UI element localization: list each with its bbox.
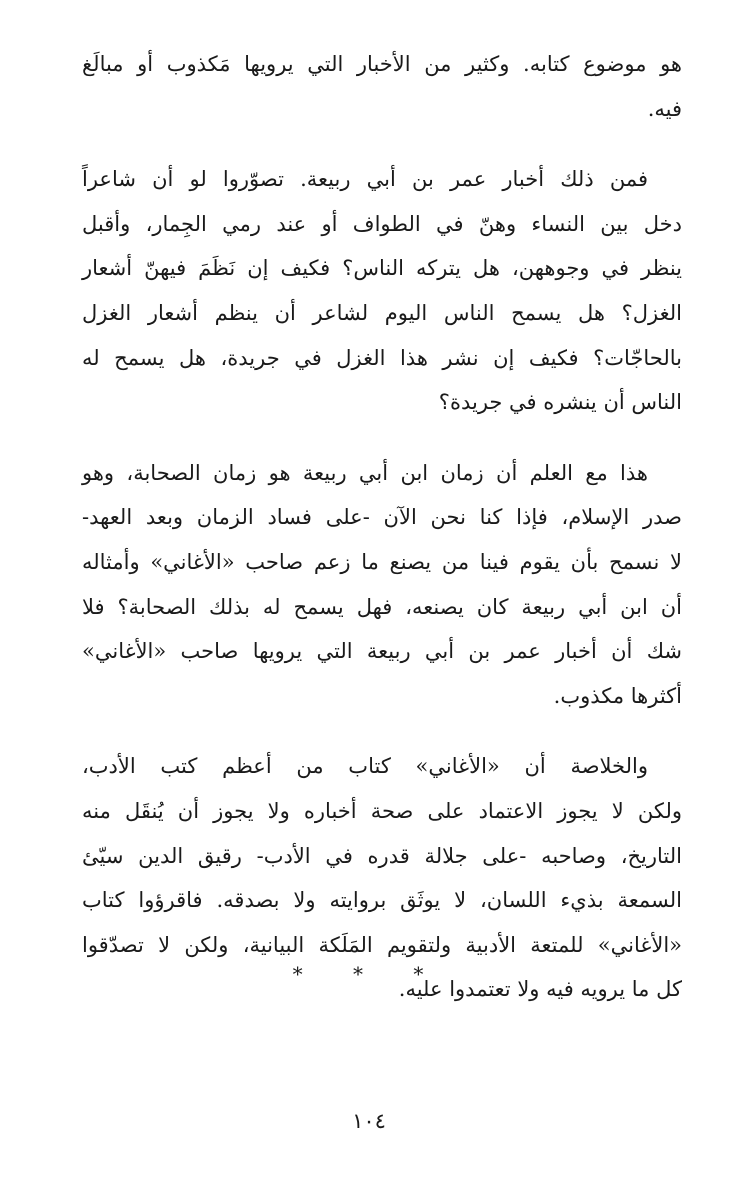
text-line: أكثرها مكذوب. xyxy=(553,683,682,708)
text-line: دخل بين النساء وهنّ في الطواف أو عند رمي الجِمار، وأقبل xyxy=(82,211,682,236)
text-line: بالحاجّات؟ فكيف إن نشر هذا الغزل في جريدة، هل يسمح له xyxy=(82,345,682,370)
text-line: ولكن لا يجوز الاعتماد على صحة أخباره ولا يجوز أن يُنقَل منه xyxy=(82,798,682,823)
page-body xyxy=(82,42,682,1038)
text-line: صدر الإسلام، فإذا كنا نحن الآن -على فساد الزمان وبعد العهد- xyxy=(82,505,682,530)
paragraph-1 xyxy=(82,42,682,131)
paragraph-3 xyxy=(82,451,682,719)
text-line: أن ابن أبي ربيعة كان يصنعه، فهل يسمح له بذلك الصحابة؟ فلا xyxy=(82,594,682,619)
page-number: ١٠٤ xyxy=(352,1109,386,1133)
text-line: والخلاصة أن «الأغاني» كتاب من أعظم كتب الأدب، xyxy=(82,754,648,779)
text-line: هو موضوع كتابه. وكثير من الأخبار التي يرويها مَكذوب أو مبالَغ xyxy=(82,52,682,76)
text-line: فيه. xyxy=(647,96,682,121)
text-line: الناس أن ينشره في جريدة؟ xyxy=(438,390,682,415)
text-line: شك أن أخبار عمر بن أبي ربيعة التي يرويها صاحب «الأغاني» xyxy=(82,639,682,664)
text-line: الغزل؟ هل يسمح الناس اليوم لشاعر أن ينظم أشعار الغزل xyxy=(82,300,682,325)
text-line: كل ما يرويه فيه ولا تعتمدوا عليه. xyxy=(398,977,682,1002)
paragraph-2 xyxy=(82,157,682,425)
text-line: ينظر في وجوههن، هل يتركه الناس؟ فكيف إن نَظَمَ فيهنّ أشعار xyxy=(82,256,682,281)
text-line: التاريخ، وصاحبه -على جلالة قدره في الأدب- رقيق الدين سيّئ xyxy=(82,843,682,868)
text-line: هذا مع العلم أن زمان ابن أبي ربيعة هو زمان الصحابة، وهو xyxy=(82,460,648,485)
text-line: لا نسمح بأن يقوم فينا من يصنع ما زعم صاحب «الأغاني» وأمثاله xyxy=(82,549,682,574)
section-separator: * * * xyxy=(292,962,446,986)
text-line: فمن ذلك أخبار عمر بن أبي ربيعة. تصوّروا لو أن شاعراً xyxy=(82,167,649,192)
text-line: السمعة بذيء اللسان، لا يوثَق بروايته ولا بصدقه. فاقرؤوا كتاب xyxy=(82,888,682,913)
text-line: «الأغاني» للمتعة الأدبية ولتقويم المَلَكة البيانية، ولكن لا تصدّقوا xyxy=(82,932,682,957)
